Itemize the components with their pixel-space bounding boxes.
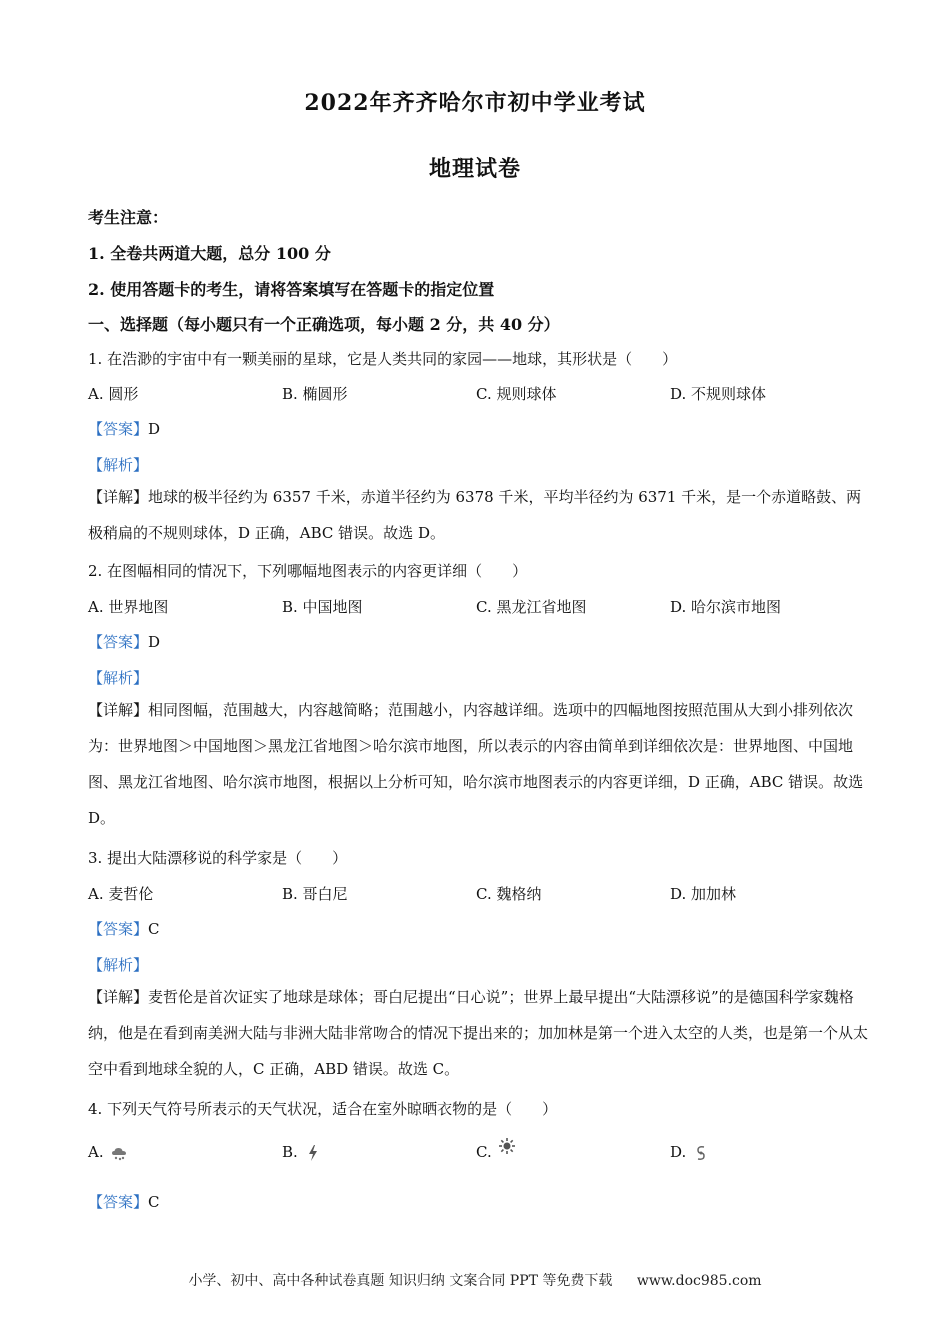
- q3-option-a: A. 麦哲伦: [88, 885, 154, 903]
- typhoon-icon: [692, 1144, 710, 1162]
- question-4-options: [88, 1143, 868, 1165]
- answer-tag: 【答案】: [88, 920, 149, 938]
- snow-cloud-icon: [110, 1144, 128, 1162]
- q4-answer-value: C: [148, 1193, 160, 1211]
- detail-tag: 【详解】: [88, 488, 149, 506]
- q2-option-a: A. 世界地图: [88, 598, 169, 616]
- q3-detail: [88, 979, 868, 1087]
- notice-item-2: 2. 使用答题卡的考生，请将答案填写在答题卡的指定位置: [88, 280, 495, 299]
- footer-url[interactable]: www.doc985.com: [636, 1273, 762, 1289]
- answer-tag: 【答案】: [88, 633, 149, 651]
- q2-detail-text: 相同图幅，范围越大，内容越简略；范围越小，内容越详细。选项中的四幅地图按照范围从大到小排列依次为：世界地图＞中国地图＞黑龙江省地图＞哈尔滨市地图，所以表示的内容由简单到详细依次是：世界地图、中国地图、黑龙江省地图、哈尔滨市地图，根据以上分析可知，哈尔滨市地图表示的内容更详细，D 正确，ABC 错误。故选 D。: [88, 701, 864, 827]
- q1-detail: [88, 479, 868, 551]
- q4-option-a: [88, 1143, 128, 1162]
- q3-option-d: D. 加加林: [670, 885, 737, 903]
- exam-subtitle: 地理试卷: [428, 156, 521, 182]
- q1-detail-text: 地球的极半径约为 6357 千米，赤道半径约为 6378 千米，平均半径约为 6371 千米，是一个赤道略鼓、两极稍扁的不规则球体，D 正确，ABC 错误。故选 D。: [88, 488, 862, 542]
- q2-answer: [88, 631, 160, 652]
- q3-option-b: B. 哥白尼: [282, 885, 348, 903]
- sun-icon: [498, 1137, 516, 1155]
- q1-option-a: A. 圆形: [88, 385, 139, 403]
- q1-answer-value: D: [148, 420, 161, 438]
- answer-tag: 【答案】: [88, 420, 149, 438]
- footer-text: 小学、初中、高中各种试卷真题 知识归纳 文案合同 PPT 等免费下载: [188, 1273, 613, 1289]
- q4-option-d-label: D.: [670, 1143, 687, 1161]
- detail-tag: 【详解】: [88, 701, 149, 719]
- question-2-stem: 2. 在图幅相同的情况下，下列哪幅地图表示的内容更详细（ ）: [88, 562, 528, 580]
- q4-option-c-label: C.: [476, 1143, 492, 1161]
- q2-answer-value: D: [148, 633, 161, 651]
- q1-option-d: D. 不规则球体: [670, 385, 767, 403]
- q1-analysis-tag: 【解析】: [88, 456, 149, 474]
- q4-option-d: [670, 1143, 710, 1162]
- question-1-stem: 1. 在浩渺的宇宙中有一颗美丽的星球，它是人类共同的家园——地球，其形状是（ ）: [88, 350, 678, 368]
- lightning-icon: [304, 1144, 322, 1162]
- question-3-options: [88, 883, 868, 905]
- page-footer: [0, 1270, 950, 1290]
- q3-answer-value: C: [148, 920, 160, 938]
- q4-option-c: [476, 1143, 516, 1161]
- q4-option-a-label: A.: [88, 1143, 104, 1161]
- notice-heading: 考生注意：: [88, 208, 169, 227]
- question-2-options: [88, 596, 868, 618]
- q2-option-d: D. 哈尔滨市地图: [670, 598, 782, 616]
- question-1-options: [88, 383, 868, 405]
- detail-tag: 【详解】: [88, 988, 149, 1006]
- q3-analysis-tag: 【解析】: [88, 956, 149, 974]
- exam-title: 2022年齐齐哈尔市初中学业考试: [304, 90, 646, 116]
- q4-option-b: [282, 1143, 322, 1162]
- q2-detail: [88, 692, 868, 836]
- notice-item-1: 1. 全卷共两道大题，总分 100 分: [88, 244, 331, 263]
- q3-option-c: C. 魏格纳: [476, 885, 542, 903]
- q2-option-c: C. 黑龙江省地图: [476, 598, 587, 616]
- q1-option-b: B. 椭圆形: [282, 385, 348, 403]
- question-3-stem: 3. 提出大陆漂移说的科学家是（ ）: [88, 849, 348, 867]
- section-title: 一、选择题（每小题只有一个正确选项，每小题 2 分，共 40 分）: [88, 315, 560, 334]
- q1-answer: [88, 418, 160, 439]
- answer-tag: 【答案】: [88, 1193, 149, 1211]
- q3-detail-text: 麦哲伦是首次证实了地球是球体；哥白尼提出“日心说”；世界上最早提出“大陆漂移说”的是德国科学家魏格纳，他是在看到南美洲大陆与非洲大陆非常吻合的情况下提出来的；加加林是第一个进入太空的人类，也是第一个从太空中看到地球全貌的人，C 正确，ABD 错误。故选 C。: [88, 988, 869, 1078]
- q1-option-c: C. 规则球体: [476, 385, 557, 403]
- question-4-stem: 4. 下列天气符号所表示的天气状况，适合在室外晾晒衣物的是（ ）: [88, 1100, 558, 1118]
- q4-option-b-label: B.: [282, 1143, 298, 1161]
- q3-answer: [88, 918, 160, 939]
- q2-option-b: B. 中国地图: [282, 598, 363, 616]
- q4-answer: [88, 1191, 160, 1212]
- q2-analysis-tag: 【解析】: [88, 669, 149, 687]
